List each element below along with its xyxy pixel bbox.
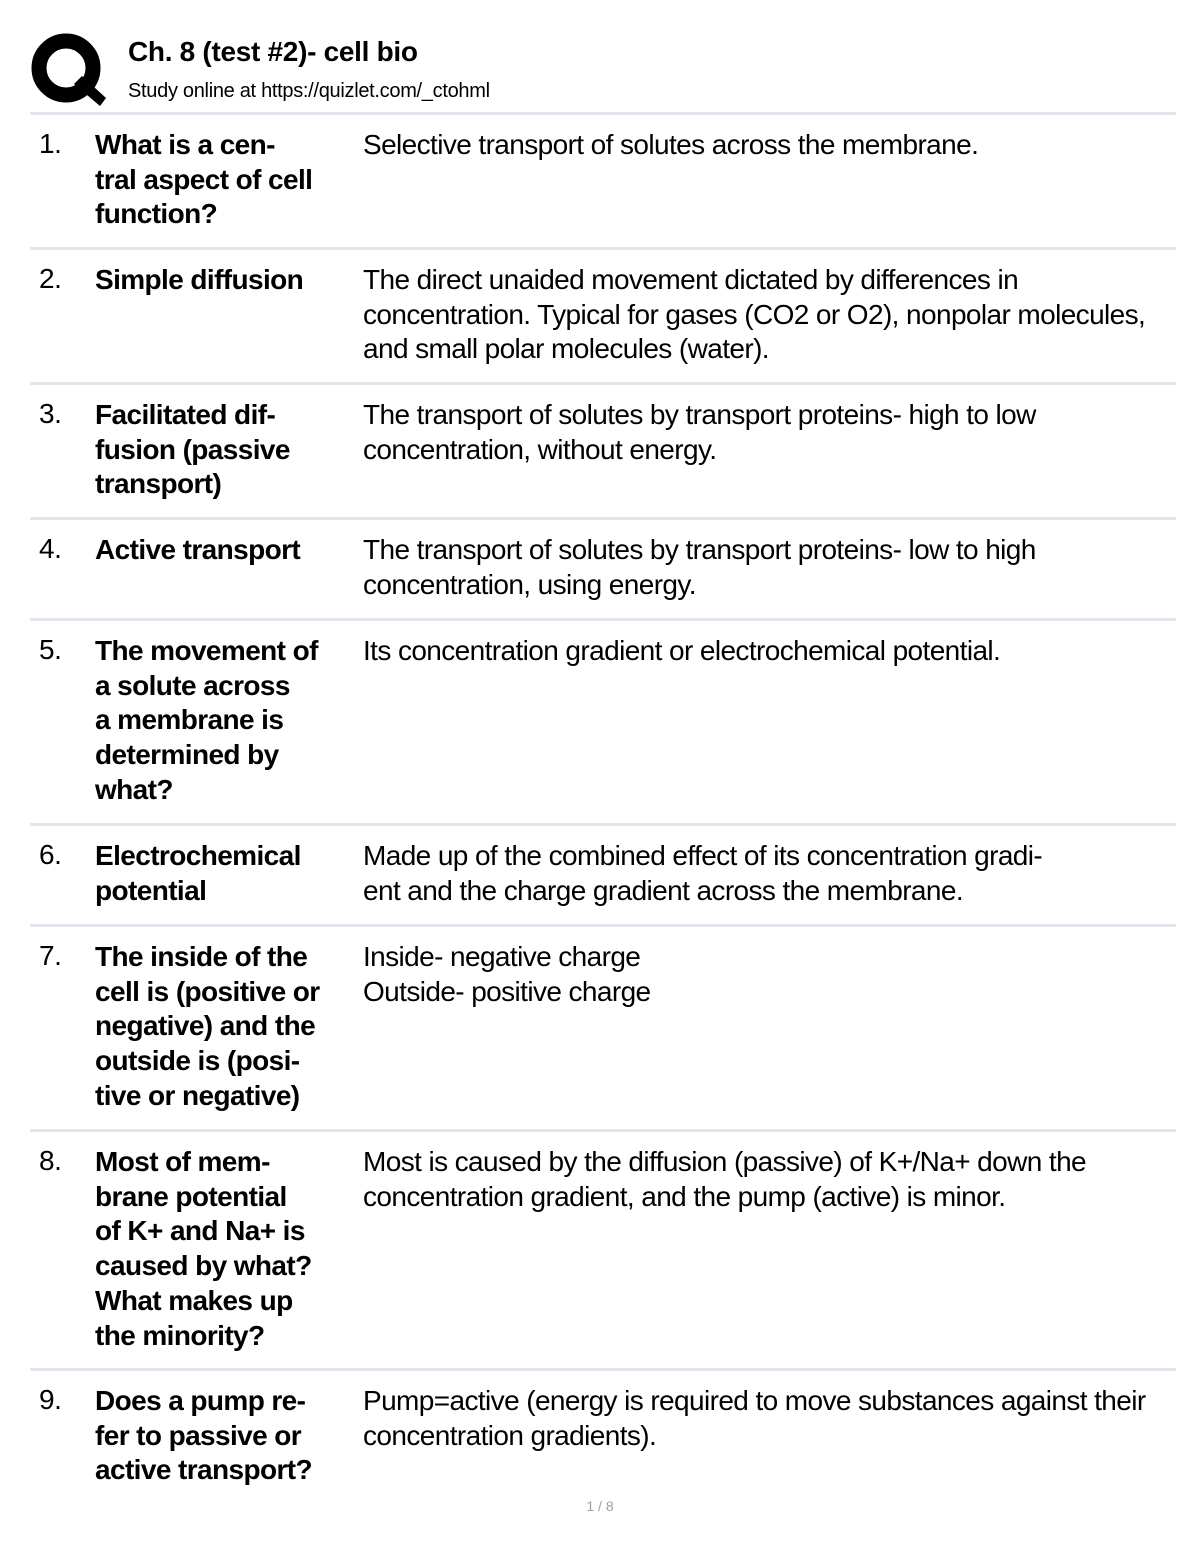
card-term-text: Does a pump re- fer to passive or active transport? xyxy=(95,1385,312,1486)
card-term-text: Simple diffusion xyxy=(95,264,304,295)
card-definition: Selective transport of solutes across the membrane. xyxy=(363,129,979,160)
card-number: 8. xyxy=(39,1145,62,1176)
card-number: 6. xyxy=(39,839,62,870)
card-number: 3. xyxy=(39,398,62,429)
card-term-text: Facilitated dif- fusion (passive transport) xyxy=(95,399,290,500)
flashcard xyxy=(30,1368,1176,1499)
card-definition: Pump=active (energy is required to move substances against their concentration gradients). xyxy=(363,1385,1146,1451)
card-number: 2. xyxy=(39,263,62,294)
card-term xyxy=(95,839,363,908)
card-term-text: The inside of the cell is (positive or negative) and the outside is (posi- tive or negative) xyxy=(95,941,320,1111)
flashcard-list xyxy=(30,112,1176,1499)
flashcard xyxy=(30,924,1176,1129)
flashcard xyxy=(30,247,1176,382)
card-term xyxy=(95,634,363,808)
flashcard xyxy=(30,618,1176,823)
card-term-text: Electrochemical potential xyxy=(95,840,301,906)
quizlet-logo-icon xyxy=(30,32,106,108)
flashcard xyxy=(30,112,1176,247)
page-header xyxy=(28,30,1174,112)
card-number: 9. xyxy=(39,1384,62,1415)
flashcard xyxy=(30,382,1176,517)
card-definition: The direct unaided movement dictated by differences in concentration. Typical for gases (CO2 or O2), nonpolar molecules, and small polar molecules (water). xyxy=(363,264,1146,365)
card-term-text: What is a cen- tral aspect of cell function? xyxy=(95,129,313,230)
card-term xyxy=(95,398,363,502)
flashcard xyxy=(30,1129,1176,1368)
card-term xyxy=(95,263,363,298)
card-number: 7. xyxy=(39,940,62,971)
flashcard xyxy=(30,823,1176,924)
card-number: 1. xyxy=(39,128,62,159)
card-definition: The transport of solutes by transport proteins- low to high concentration, using energy. xyxy=(363,534,1036,600)
card-definition: Its concentration gradient or electrochemical potential. xyxy=(363,635,1001,666)
card-term-text: Most of mem- brane potential of K+ and Na+ is caused by what? What makes up the minority? xyxy=(95,1146,312,1351)
card-term xyxy=(95,940,363,1114)
page-number: 1 / 8 xyxy=(586,1498,614,1514)
card-definition: The transport of solutes by transport proteins- high to low concentration, without energy. xyxy=(363,399,1036,465)
card-term xyxy=(95,1145,363,1353)
card-definition: Made up of the combined effect of its concentration gradi- ent and the charge gradient across the membrane. xyxy=(363,840,1043,906)
flashcard xyxy=(30,517,1176,618)
card-term-text: The movement of a solute across a membrane is determined by what? xyxy=(95,635,318,805)
study-online-link[interactable]: Study online at https://quizlet.com/_ctohml xyxy=(128,80,490,102)
card-term xyxy=(95,533,363,568)
card-number: 5. xyxy=(39,634,62,665)
card-term xyxy=(95,1384,363,1488)
card-definition: Most is caused by the diffusion (passive) of K+/Na+ down the concentration gradient, and the pump (active) is minor. xyxy=(363,1146,1087,1212)
card-definition: Inside- negative charge Outside- positive charge xyxy=(363,941,651,1007)
card-term-text: Active transport xyxy=(95,534,301,565)
card-term xyxy=(95,128,363,232)
card-number: 4. xyxy=(39,533,62,564)
document-title: Ch. 8 (test #2)- cell bio xyxy=(128,36,418,67)
